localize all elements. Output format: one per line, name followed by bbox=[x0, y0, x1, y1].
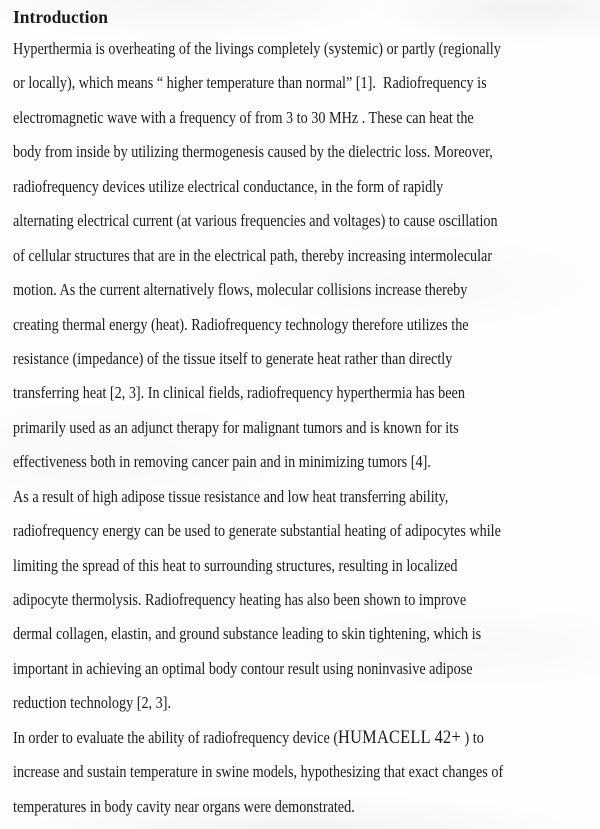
text-segment: creating thermal energy (heat). Radiofrequency technology therefore utilizes the bbox=[13, 314, 469, 334]
text-segment: In order to evaluate the ability of radiofrequency device ( bbox=[13, 727, 339, 747]
text-line bbox=[13, 170, 518, 204]
paragraph-3 bbox=[13, 721, 600, 824]
paragraph-2 bbox=[13, 480, 600, 721]
text-line bbox=[13, 617, 518, 651]
text-segment: important in achieving an optimal body contour result using noninvasive adipose bbox=[13, 658, 473, 678]
text-segment: electromagnetic wave with a frequency of from 3 to 30 MHz . These can heat the bbox=[13, 107, 474, 127]
text-segment: body from inside by utilizing thermogenesis caused by the dielectric loss. Moreover, bbox=[13, 142, 493, 162]
text-line bbox=[13, 790, 518, 824]
text-segment: alternating electrical current (at various frequencies and voltages) to cause oscillation bbox=[13, 211, 498, 231]
text-segment: radiofrequency devices utilize electrical conductance, in the form of rapidly bbox=[13, 176, 444, 196]
text-line bbox=[13, 376, 518, 410]
text-segment: ) to bbox=[460, 727, 484, 747]
section-heading: Introduction bbox=[13, 7, 108, 27]
text-line bbox=[13, 273, 518, 307]
text-line bbox=[13, 480, 518, 514]
text-line bbox=[13, 135, 518, 169]
text-segment: adipocyte thermolysis. Radiofrequency heating has also been shown to improve bbox=[13, 590, 467, 609]
text-line bbox=[13, 445, 518, 479]
text-line bbox=[13, 686, 518, 720]
text-segment: radiofrequency energy can be used to generate substantial heating of adipocytes while bbox=[13, 521, 501, 541]
text-line bbox=[13, 308, 518, 342]
text-segment: primarily used as an adjunct therapy for malignant tumors and is known for its bbox=[13, 417, 459, 437]
text-line bbox=[13, 721, 518, 755]
text-segment: limiting the spread of this heat to surrounding structures, resulting in localized bbox=[13, 555, 458, 575]
text-line bbox=[13, 342, 518, 376]
text-line bbox=[13, 411, 518, 445]
text-line bbox=[13, 755, 518, 789]
text-segment: or locally), which means “ higher temperature than normal” [1]. Radiofrequency is bbox=[13, 73, 487, 93]
text-segment: transferring heat [2, 3]. In clinical fields, radiofrequency hyperthermia has been bbox=[13, 383, 465, 403]
text-segment: Hyperthermia is overheating of the livings completely (systemic) or partly (regionally bbox=[13, 39, 501, 58]
text-line bbox=[13, 32, 518, 66]
document-body bbox=[13, 32, 600, 824]
text-segment: reduction technology [2, 3]. bbox=[13, 693, 172, 713]
text-segment: dermal collagen, elastin, and ground substance leading to skin tightening, which is bbox=[13, 624, 482, 644]
text-line bbox=[13, 514, 518, 548]
text-line bbox=[13, 239, 518, 273]
text-line bbox=[13, 583, 518, 617]
text-segment: resistance (impedance) of the tissue itself to generate heat rather than directly bbox=[13, 348, 453, 368]
text-line bbox=[13, 101, 518, 135]
text-segment: increase and sustain temperature in swine models, hypothesizing that exact changes of bbox=[13, 762, 504, 782]
paragraph-1 bbox=[13, 32, 600, 480]
text-segment: effectiveness both in removing cancer pain and in minimizing tumors [4]. bbox=[13, 452, 431, 472]
text-line bbox=[13, 66, 518, 100]
text-line bbox=[13, 204, 518, 238]
text-line bbox=[13, 652, 518, 686]
text-segment: temperatures in body cavity near organs were demonstrated. bbox=[13, 796, 355, 816]
device-brand-name: HUMACELL 42+ bbox=[338, 726, 461, 748]
text-segment: As a result of high adipose tissue resistance and low heat transferring ability, bbox=[13, 486, 449, 506]
text-segment: motion. As the current alternatively flows, molecular collisions increase thereby bbox=[13, 280, 468, 300]
text-segment: of cellular structures that are in the electrical path, thereby increasing intermolecular bbox=[13, 245, 493, 265]
text-line bbox=[13, 549, 518, 583]
